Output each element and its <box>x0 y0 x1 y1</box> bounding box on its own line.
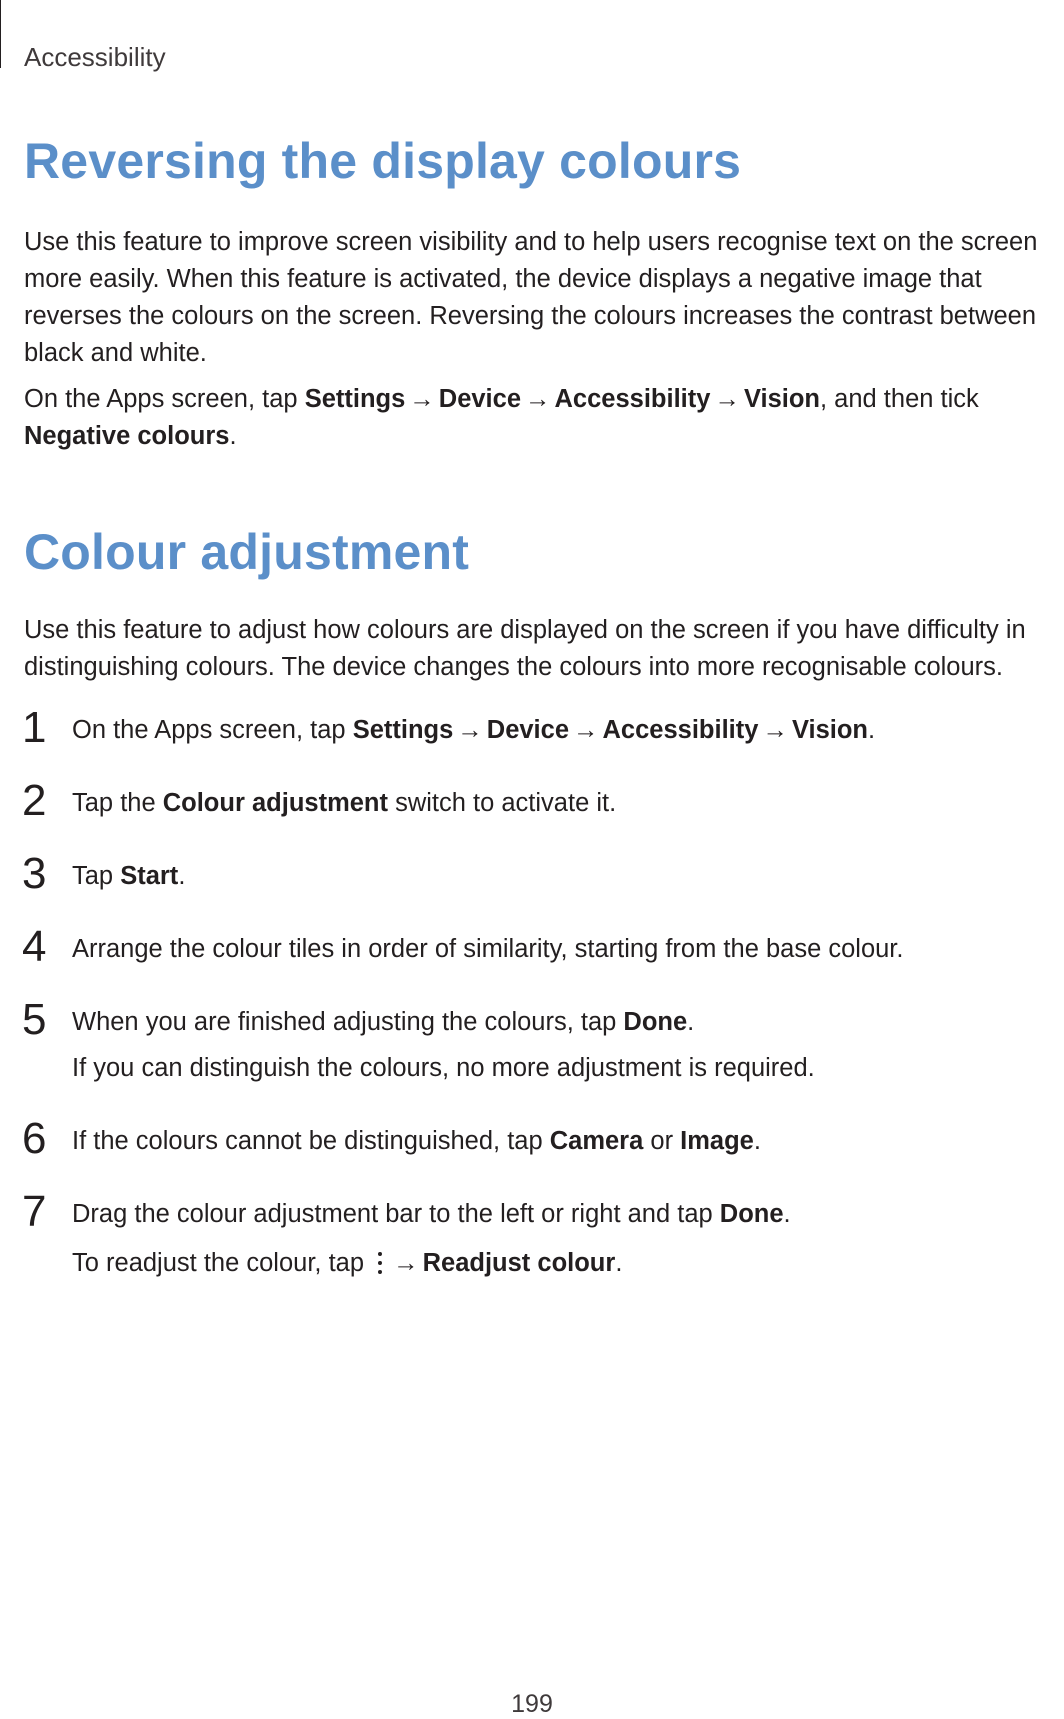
step-text: Tap the Colour adjustment switch to activate it. <box>72 789 617 817</box>
more-options-icon <box>377 1251 383 1275</box>
running-header: Accessibility <box>24 42 166 72</box>
section1-intro: Use this feature to improve screen visibility and to help users recognise text on the screen more easily. When this feature is activated, the device displays a negative image that reverses the colours on the screen. Reversing the colours increases the contrast between black and white. <box>24 228 1038 367</box>
section2-intro: Use this feature to adjust how colours are displayed on the screen if you have difficulty in distinguishing colours. The device changes the colours into more recognisable colours. <box>24 616 1026 681</box>
page-number: 199 <box>511 1690 553 1718</box>
step-number: 2 <box>22 776 47 825</box>
step-number: 1 <box>22 703 47 752</box>
step-text: If the colours cannot be distinguished, tap Camera or Image. <box>72 1127 761 1155</box>
step-7-note: To readjust the colour, tap → Readjust colour. <box>72 1249 623 1277</box>
step-text: On the Apps screen, tap Settings → Device → Accessibility → Vision. <box>72 716 876 744</box>
section1-path: On the Apps screen, tap Settings → Device → Accessibility → Vision, and then tick Negative colours. <box>24 385 979 450</box>
section-title-reversing: Reversing the display colours <box>24 133 742 189</box>
step-5-note: If you can distinguish the colours, no more adjustment is required. <box>72 1054 815 1082</box>
step-number: 6 <box>22 1114 47 1163</box>
step-number: 4 <box>22 922 47 971</box>
section-title-colour-adjustment: Colour adjustment <box>24 524 470 580</box>
step-number: 7 <box>22 1187 47 1236</box>
step-text: When you are finished adjusting the colours, tap Done. <box>72 1008 695 1036</box>
header-rule <box>0 0 1 68</box>
step-text: Arrange the colour tiles in order of similarity, starting from the base colour. <box>72 935 904 963</box>
step-text: Tap Start. <box>72 862 186 890</box>
step-number: 5 <box>22 995 47 1044</box>
step-number: 3 <box>22 849 47 898</box>
step-text: Drag the colour adjustment bar to the left or right and tap Done. <box>72 1200 791 1228</box>
